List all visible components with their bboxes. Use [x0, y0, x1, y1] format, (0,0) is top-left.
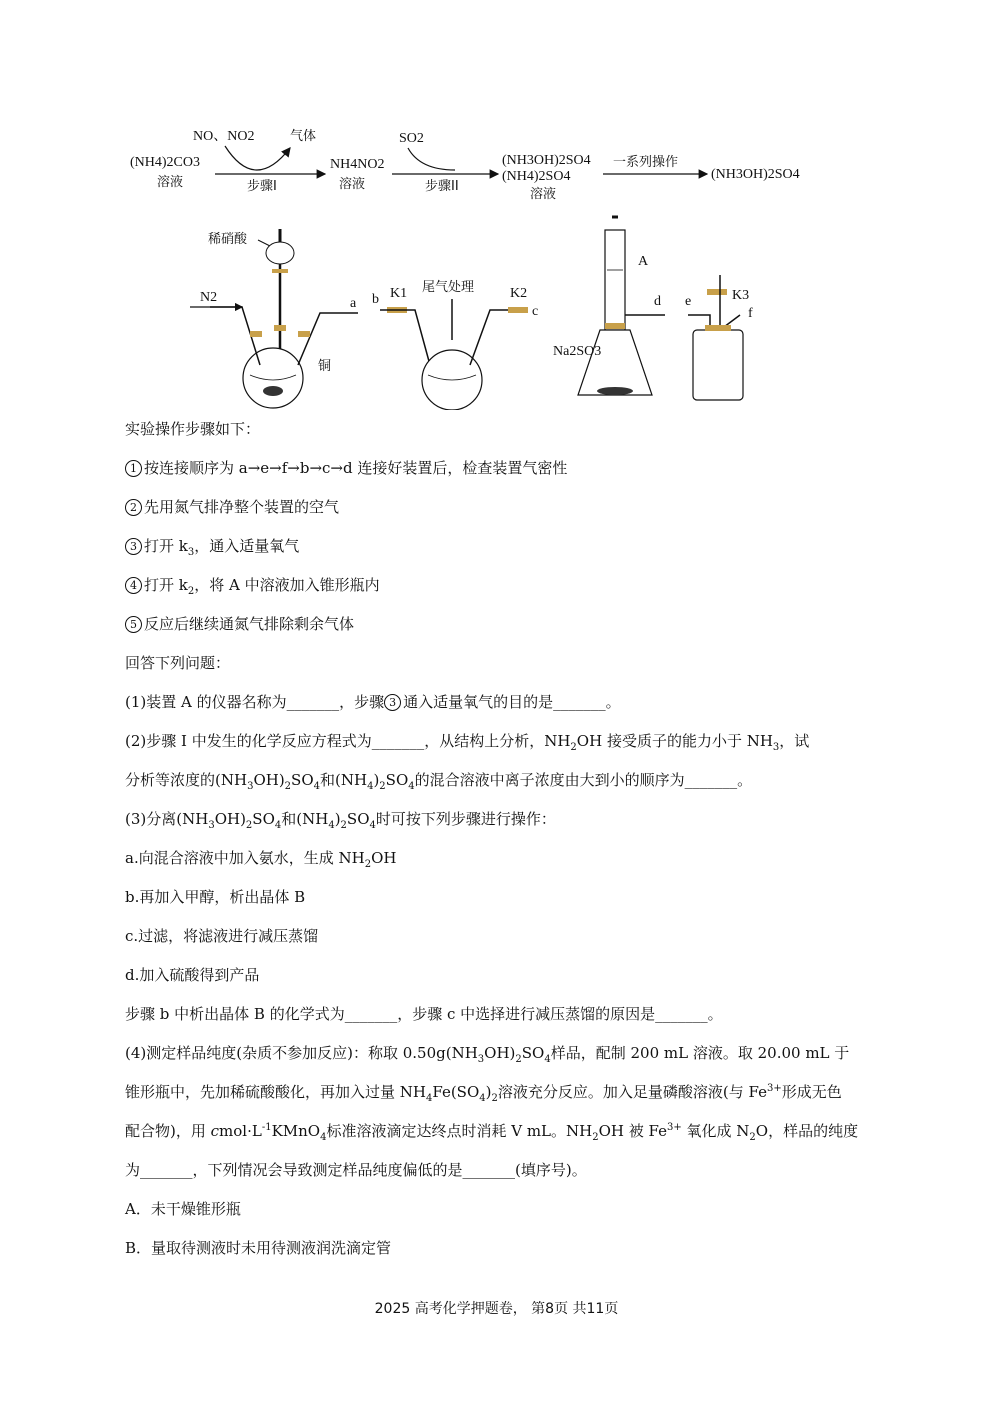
intro-line: 实验操作步骤如下： [125, 420, 261, 438]
mix1-label: (NH3OH)2SO4 [502, 153, 591, 168]
step-2-number: 2 [125, 499, 142, 516]
option-a-line: A．未干燥锥形瓶 [125, 1200, 241, 1218]
reaction-flow-diagram [125, 118, 825, 208]
copper-pile [263, 386, 283, 396]
flask1-body [243, 348, 303, 408]
question-body [125, 410, 910, 1268]
step-d-line: d.加入硫酸得到产品 [125, 966, 260, 984]
question-4-line-4: 为_______，下列情况会导致测定样品纯度偏低的是_______(填序号)。 [125, 1161, 587, 1179]
copper-label: 铜 [318, 359, 332, 374]
question-3-line: (3)分离$(NH_3OH)_2SO_4$和$(NH_4)_2SO_4$时可按下列步骤进行操作： [125, 810, 556, 831]
k3-valve [707, 289, 727, 295]
question-1-line: (1)装置 A 的仪器名称为_______，步骤 3 通入适量氧气的目的是_______。 [125, 693, 621, 711]
port-c-label: c [532, 304, 539, 319]
so2-curve [408, 148, 455, 170]
mix-sub-label: 溶液 [530, 187, 557, 202]
reactant1-label: (NH4)2CO3 [130, 155, 200, 170]
k1-label: K1 [390, 286, 408, 301]
answer-intro-line: 回答下列问题： [125, 654, 231, 672]
question-2-line-1: (2)步骤 I 中发生的化学反应方程式为_______，从结构上分析，$NH_2OH$ 接受质子的能力小于 $NH_3$，试 [125, 732, 810, 753]
tail-gas-label: 尾气处理 [422, 280, 475, 295]
question-4-line-3: 配合物)，用 $cmol\cdot L^{-1}KMnO_4$标准溶液滴定达终点时消耗 V mL。$NH_2OH$ 被 $Fe^{3+}$ 氧化成 $N_2O$，样品的纯度 [125, 1122, 859, 1143]
step-b-line: b.再加入甲醇，析出晶体 B [125, 888, 306, 906]
step-bc-question-line: 步骤 b 中析出晶体 B 的化学式为_______，步骤 c 中选择进行减压蒸馏的原因是_______。 [125, 1005, 723, 1023]
step2-label: 步骤II [425, 179, 459, 194]
port-d-label: d [654, 294, 661, 309]
n2-label: N2 [200, 290, 218, 305]
apparatus-diagram [180, 215, 780, 410]
so2-label: SO2 [399, 131, 424, 146]
reactant1-sub-label: 溶液 [157, 175, 184, 190]
port-e-label: e [685, 294, 692, 309]
gas-in-label: NO、NO2 [193, 129, 255, 144]
port-a-label: a [350, 296, 357, 311]
k3-label: K3 [732, 288, 750, 303]
step-3-number: 3 [125, 538, 142, 555]
step-2-line: 2 先用氮气排净整个装置的空气 [125, 488, 910, 527]
dropping-funnel [266, 242, 294, 264]
step-1-line: 1 按连接顺序为 a→e→f→b→c→d 连接好装置后，检查装置气密性 [125, 449, 910, 488]
step-c-line: c.过滤，将滤液进行减压蒸馏 [125, 927, 319, 945]
step-4-number: 4 [125, 577, 142, 594]
product-label: (NH3OH)2SO4 [711, 167, 800, 182]
flask1-stopper-right [298, 331, 310, 337]
mid-sub-label: 溶液 [339, 177, 366, 192]
step-1-number: 1 [125, 460, 142, 477]
step-5-line: 5 反应后继续通氮气排除剩余气体 [125, 605, 910, 644]
gas-out-label: 气体 [290, 129, 317, 144]
separatory-funnel-A [605, 230, 625, 330]
question-2-line-2: 分析等浓度的$(NH_3OH)_2SO_4$和$(NH_4)_2SO_4$的混合溶液中离子浓度由大到小的顺序为_______。 [125, 771, 753, 792]
option-b-line: B．量取待测液时未用待测液润洗滴定管 [125, 1239, 392, 1257]
q1-step-number: 3 [384, 694, 401, 711]
k2-label: K2 [510, 286, 528, 301]
port-b-label: b [372, 292, 379, 307]
na2so3-label: Na2SO3 [553, 344, 602, 359]
bottle-stopper [705, 325, 731, 331]
flask2-left-tube [380, 310, 430, 365]
step-4-line: 4 打开 $k_2$，将 A 中溶液加入锥形瓶内 [125, 566, 910, 605]
na2so3-solid [597, 387, 633, 395]
step-a-line: a.向混合溶液中加入氨水，生成 $NH_2OH$ [125, 849, 397, 870]
flask3-stopper [605, 323, 625, 329]
outlet-tube-a [298, 313, 358, 365]
funnel-A-label: A [638, 254, 649, 269]
mix2-label: (NH4)2SO4 [502, 169, 571, 184]
funnel-valve [272, 269, 288, 273]
gas-bottle [693, 330, 743, 400]
flask1-stopper-left [250, 331, 262, 337]
ops-label: 一系列操作 [613, 155, 679, 170]
mid-label: NH4NO2 [330, 157, 385, 172]
question-4-line-2: 锥形瓶中，先加稀硫酸酸化，再加入过量 $NH_4Fe(SO_4)_2$溶液充分反应。加入足量磷酸溶液(与 $Fe^{3+}$形成无色 [125, 1083, 842, 1104]
step-3-line: 3 打开 $k_3$，通入适量氧气 [125, 527, 910, 566]
question-4-line-1: (4)测定样品纯度(杂质不参加反应)：称取 $0.50g(NH_3OH)_2SO_4$样品，配制 200 mL 溶液。取 20.00 mL 于 [125, 1044, 850, 1065]
page-footer: 2025 高考化学押题卷， 第8页 共11页 [374, 1301, 619, 1317]
flask2-right-tube [470, 310, 525, 365]
gas-arrow [225, 146, 290, 170]
port-f-label: f [748, 306, 753, 321]
step-5-number: 5 [125, 616, 142, 633]
erlenmeyer-flask [578, 330, 652, 395]
flask1-stopper-mid [274, 325, 286, 331]
acid-label: 稀硝酸 [208, 232, 248, 247]
step1-label: 步骤I [247, 179, 277, 194]
k2-valve [508, 307, 528, 313]
